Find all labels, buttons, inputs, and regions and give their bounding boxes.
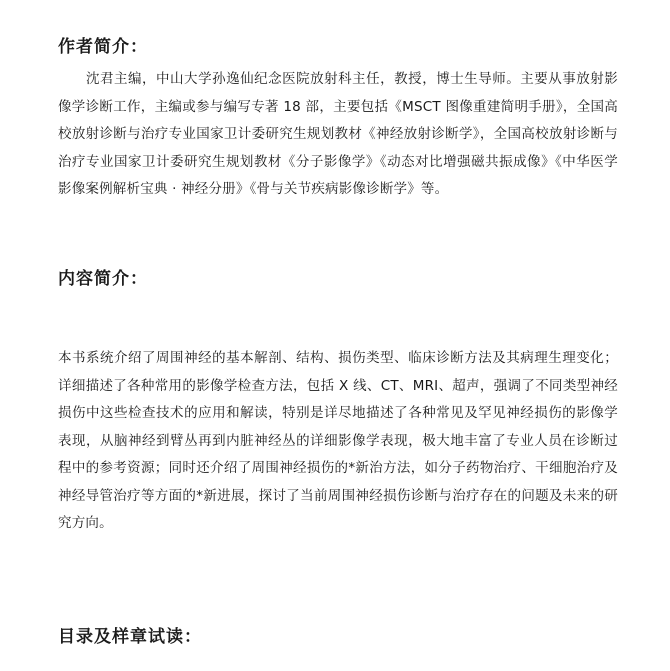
content-summary: 本书系统介绍了周围神经的基本解剖、结构、损伤类型、临床诊断方法及其病理生理变化；详细描述了各种常用的影像学检查方法，包括 X 线、CT、MRI、超声，强调了不同类型神经损伤中这些检查技术的应用和解读，特别是详尽地描述了各种常见及罕见神经损伤的影像学表现，从脑神经到臂丛再到内脏神经丛的详细影像学表现，极大地丰富了专业人员在诊断过程中的参考资源；同时还介绍了周围神经损伤的*新治方法，如分子药物治疗、干细胞治疗及神经导管治疗等方面的*新进展，探讨了当前周围神经损伤诊断与治疗存在的问题及未来的研究方向。 — [58, 350, 618, 531]
author-heading: 作者简介： — [58, 37, 148, 57]
author-bio: 沈君主编，中山大学孙逸仙纪念医院放射科主任，教授，博士生导师。主要从事放射影像学诊断工作，主编或参与编写专著 18 部，主要包括《MSCT 图像重建简明手册》，全国高校放射诊断与治疗专业国家卫计委研究生规划教材《神经放射诊断学》，全国高校放射诊断与治疗专业国家卫计委研究生规划教材《分子影像学》《动态对比增强磁共振成像》《中华医学影像案例解析宝典 · 神经分册》《骨与关节疾病影像诊断学》等。 — [58, 71, 618, 197]
content-heading: 内容简介： — [58, 269, 148, 289]
toc-heading: 目录及样章试读： — [58, 627, 202, 647]
